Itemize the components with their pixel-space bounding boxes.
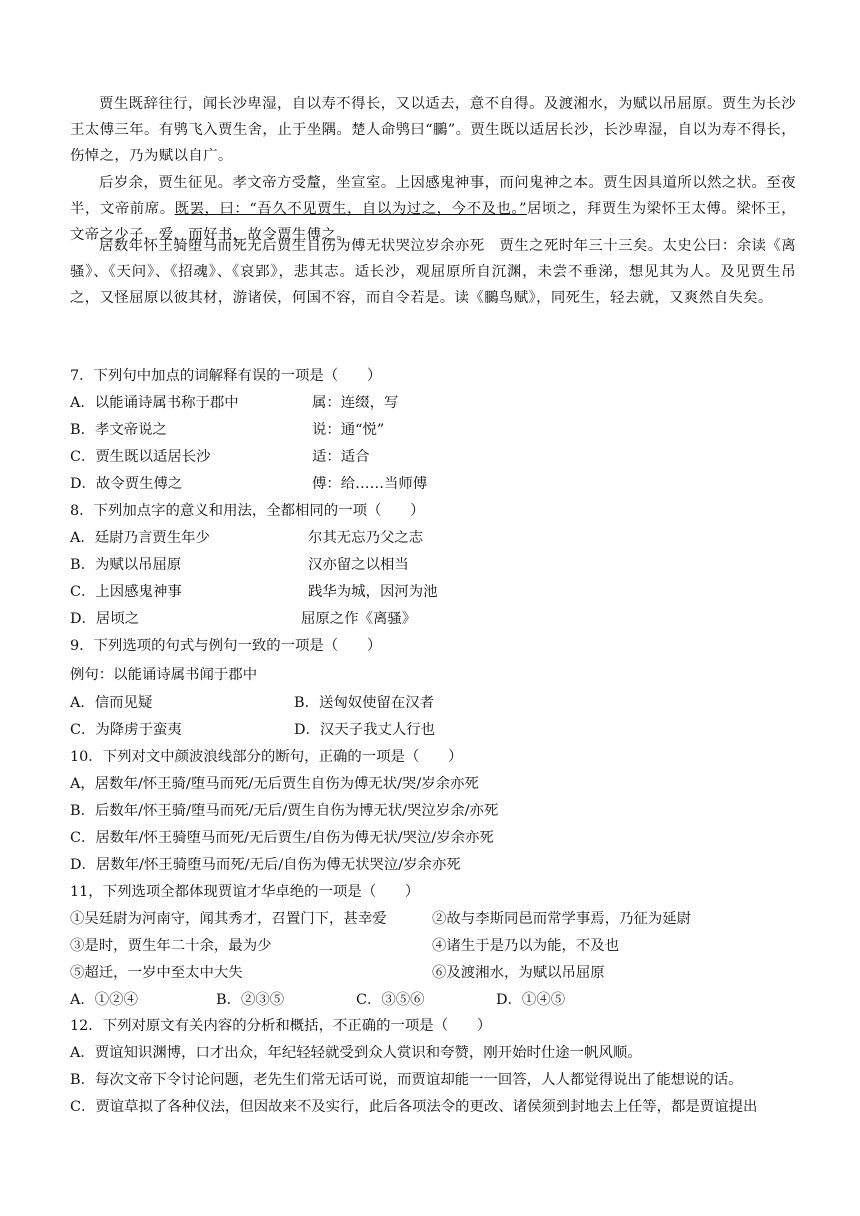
statement-item: ③是时，贾生年二十余，最为少 (70, 938, 272, 954)
option-text: C．上因感鬼神事 (70, 584, 182, 600)
option-text: A．信而见疑 (70, 695, 153, 711)
choice-a: A．①②④ (70, 992, 138, 1008)
question-7-option-c (70, 447, 810, 467)
question-9-options-row-1 (70, 693, 810, 713)
choice-c: C．③⑤⑥ (356, 992, 425, 1008)
statement-item: ①吴廷尉为河南守，闻其秀才，召置门下，甚幸爱 (70, 911, 387, 927)
option-explanation: 属：连缀，写 (312, 395, 399, 411)
question-12-option-a: A．贾谊知识渊博，口才出众，年纪轻轻就受到众人赏识和夸赞，刚开始时仕途一帆风顺。 (70, 1045, 642, 1061)
question-12-option-b: B．每次文帝下令讨论问题，老先生们常无话可说，而贾谊却能一一回答，人人都觉得说出了能想说的话。 (70, 1072, 743, 1088)
option-comparison: 践华为城，因河为池 (308, 584, 438, 600)
question-11-items-row-3 (70, 963, 810, 983)
option-comparison: 尔其无忘乃父之志 (308, 530, 424, 546)
passage-paragraph-2-part-1: 后岁余，贾生征见。孝文帝方受釐，坐宣室。上因感鬼神事，而问鬼神之本。贾生因具道所以然之状。至夜半，文帝前席。 (70, 175, 796, 217)
question-12-option-c: C．贾谊草拟了各种仪法，但因故来不及实行，此后各项法令的更改、诸侯须到封地去上任等，都是贾谊提出 (70, 1099, 758, 1115)
option-text: D．汉天子我丈人行也 (294, 722, 436, 738)
question-11-items-row-2 (70, 936, 810, 956)
option-comparison: 屈原之作《离骚》 (301, 611, 417, 627)
option-text: A．廷尉乃言贾生年少 (70, 530, 210, 546)
option-text: D．居顷之 (70, 611, 140, 627)
question-8-stem: 8．下列加点字的意义和用法，全都相同的一项（ ） (70, 503, 425, 519)
question-7-option-d (70, 474, 810, 494)
question-9-example: 例句：以能诵诗属书闻于郡中 (70, 667, 258, 683)
option-text: B．送匈奴使留在汉者 (294, 695, 435, 711)
question-8-option-d (70, 609, 810, 629)
option-text: A．以能诵诗属书称于郡中 (70, 395, 239, 411)
statement-item: ④诸生于是乃以为能，不及也 (432, 938, 620, 954)
passage-paragraph-3: 居数年怀王骑堕马而死无后贾生自伤为傅无状哭泣岁余亦死 贾生之死时年三十三矣。太史公曰：余读《离骚》、《天问》、《招魂》、《哀郢》，悲其志。适长沙，观屈原所自沉渊，未尝不垂涕，想见其为人。及见贾生吊之，又怪屈原以彼其材，游诸侯，何国不容，而自令若是。读《鵩鸟赋》，同死生，轻去就，又爽然自失矣。 (70, 238, 796, 306)
question-8-option-b (70, 555, 810, 575)
question-10-option-b: B．后数年/怀王骑/堕马而死/无后/贾生自伤为博无状/哭泣岁余/亦死 (70, 803, 499, 819)
underlined-sentence: 既罢，曰：“吾久不见贾生，自以为过之，今不及也。” (174, 201, 527, 217)
question-11-items-row-1 (70, 909, 810, 929)
question-9-stem: 9．下列选项的句式与例句一致的一项是（ ） (70, 638, 382, 654)
question-10-option-c: C．居数年/怀王骑堕马而死/无后贾生/自伤为傅无状/哭泣/岁余亦死 (70, 830, 494, 846)
question-10-option-d: D．居数年/怀王骑堕马而死/无后/自伤为傅无状哭泣/岁余亦死 (70, 857, 461, 873)
passage-paragraph-1: 贾生既辞往行，闻长沙卑湿，自以寿不得长，又以适去，意不自得。及渡湘水，为赋以吊屈原。贾生为长沙王太傅三年。有鸮飞入贾生舍，止于坐隅。楚人命鸮曰“鵩”。贾生既以适居长沙，长沙卑湿，自以为寿不得长，伤悼之，乃为赋以自广。 (70, 96, 796, 164)
option-explanation: 傅：给……当师傅 (312, 476, 428, 492)
question-12-stem: 12．下列对原文有关内容的分析和概括，不正确的一项是（ ） (70, 1018, 492, 1034)
question-7-option-b (70, 420, 810, 440)
question-7-option-a (70, 393, 810, 413)
question-7-stem: 7．下列句中加点的词解释有误的一项是（ ） (70, 368, 382, 384)
statement-item: ⑤超迁，一岁中至太中大失 (70, 965, 243, 981)
option-text: C．贾生既以适居长沙 (70, 449, 211, 465)
statement-item: ②故与李斯同邑而常学事焉，乃征为延尉 (432, 911, 692, 927)
question-10-option-a: A，居数年/怀王骑/堕马而死/无后贾生自伤为傅无状/哭/岁余亦死 (70, 776, 479, 792)
option-text: B．为赋以吊屈原 (70, 557, 182, 573)
option-text: C．为降虏于蛮夷 (70, 722, 182, 738)
option-comparison: 汉亦留之以相当 (308, 557, 409, 573)
question-10-stem: 10．下列对文中颜波浪线部分的断句，正确的一项是（ ） (70, 749, 463, 765)
question-11-stem: 11，下列选项全都体现贾谊才华卓绝的一项是（ ） (70, 884, 420, 900)
option-explanation: 适：适合 (312, 449, 370, 465)
question-8-option-a (70, 528, 810, 548)
question-8-option-c (70, 582, 810, 602)
option-text: B．孝文帝说之 (70, 422, 167, 438)
passage-paragraph-2-part-3: 居顷之，拜贾生为梁怀王太傅。梁怀王，文帝之少子，爱，而好书，故令贾生傅之。 (70, 201, 796, 243)
choice-b: B．②③⑤ (216, 992, 285, 1008)
option-explanation: 说：通“悦” (312, 422, 385, 438)
choice-d: D．①④⑤ (496, 992, 566, 1008)
option-text: D．故令贾生傅之 (70, 476, 183, 492)
statement-item: ⑥及渡湘水，为赋以吊屈原 (432, 965, 605, 981)
question-11-choices (70, 990, 810, 1010)
question-9-options-row-2 (70, 720, 810, 740)
